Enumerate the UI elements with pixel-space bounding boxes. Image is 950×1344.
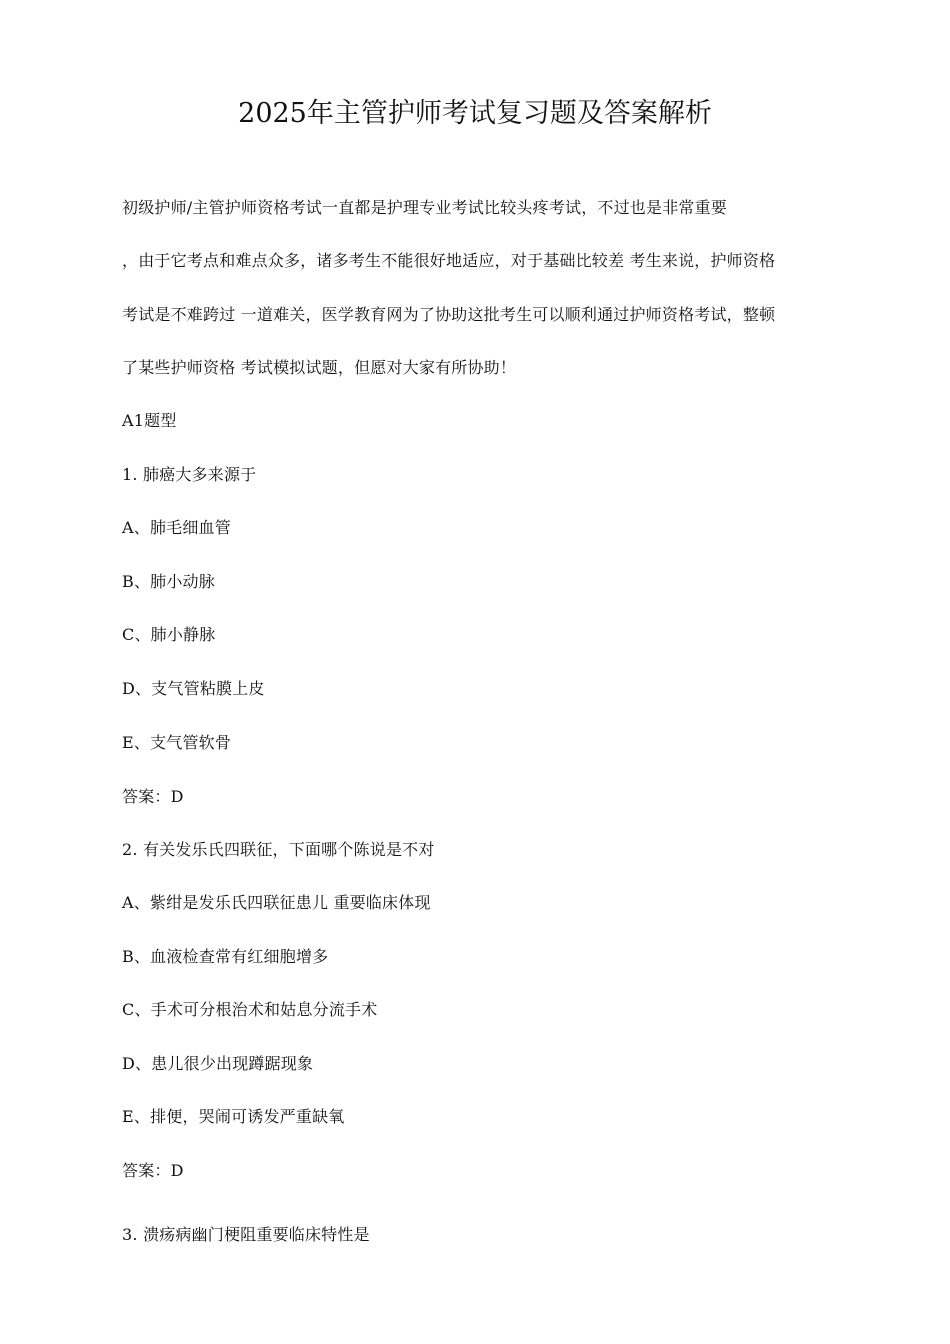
question-stem: 2. 有关发乐氏四联征，下面哪个陈说是不对: [122, 840, 435, 859]
question-option: E、排便，哭闹可诱发严重缺氧: [122, 1107, 345, 1126]
intro-line: 初级护师/主管护师资格考试一直都是护理专业考试比较头疼考试，不过也是非常重要: [122, 198, 727, 217]
question-option: D、患儿很少出现蹲踞现象: [122, 1054, 314, 1073]
question-option: C、手术可分根治术和姑息分流手术: [122, 1000, 378, 1019]
question-option: D、支气管粘膜上皮: [122, 679, 265, 698]
intro-line: ，由于它考点和难点众多，诸多考生不能很好地适应，对于基础比较差 考生来说，护师资格: [122, 251, 776, 270]
intro-line: 了某些护师资格 考试模拟试题，但愿对大家有所协助！: [122, 358, 517, 377]
question-option: B、肺小动脉: [122, 572, 215, 591]
question-answer: 答案：D: [122, 787, 184, 806]
question-stem: 1. 肺癌大多来源于: [122, 465, 257, 484]
document-title: 2025年主管护师考试复习题及答案解析: [238, 98, 712, 129]
question-option: B、血液检查常有红细胞增多: [122, 947, 329, 966]
question-stem: 3. 溃疡病幽门梗阻重要临床特性是: [122, 1225, 370, 1244]
section-heading: A1题型: [122, 411, 177, 430]
question-option: E、支气管软骨: [122, 733, 232, 752]
question-option: C、肺小静脉: [122, 625, 216, 644]
intro-line: 考试是不难跨过 一道难关，医学教育网为了协助这批考生可以顺利通过护师资格考试，整顿: [122, 305, 776, 324]
question-option: A、肺毛细血管: [122, 518, 231, 537]
question-answer: 答案：D: [122, 1161, 184, 1180]
question-option: A、紫绀是发乐氏四联征患儿 重要临床体现: [122, 893, 431, 912]
